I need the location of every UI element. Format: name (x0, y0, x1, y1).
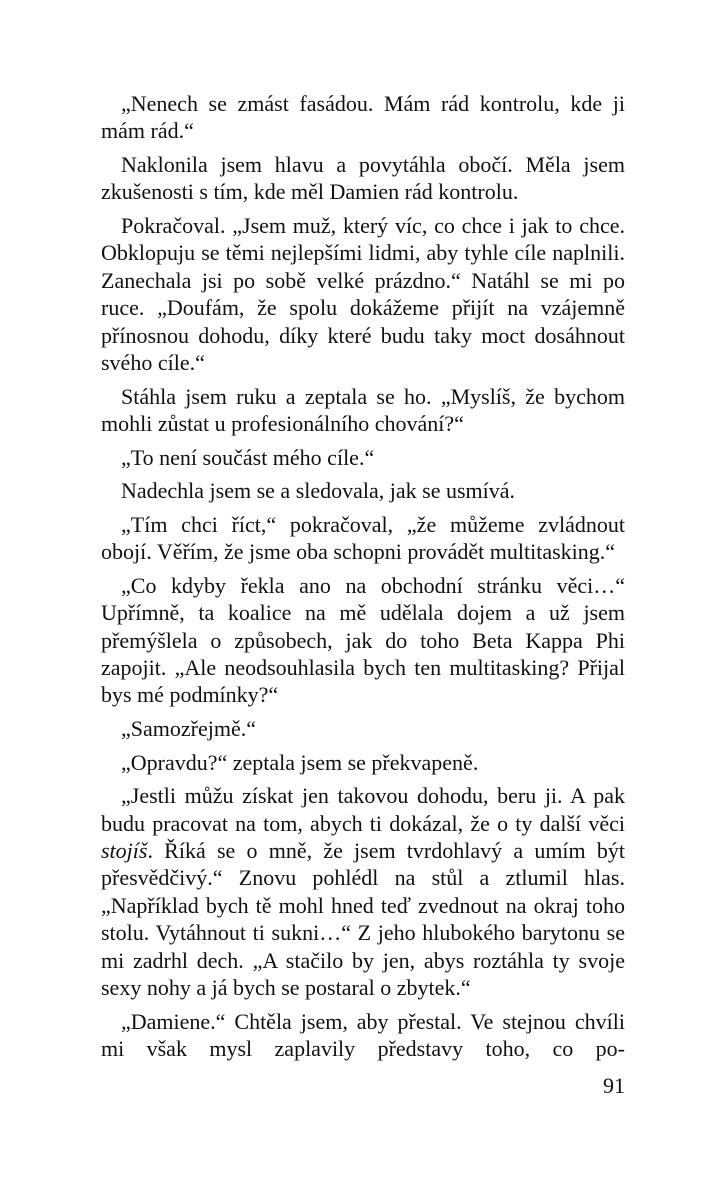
paragraph-1: „Nenech se zmást fasádou. Mám rád kontrolu, kde ji mám rád.“ (101, 91, 625, 144)
paragraph-5: „To není součást mého cíle.“ (121, 444, 375, 470)
paragraph-7: „Tím chci říct,“ pokračoval, „že můžeme zvládnout obojí. Věřím, že jsme oba schopni provádět multitasking.“ (101, 511, 625, 565)
book-page-text (101, 90, 625, 1069)
paragraph-11 (101, 782, 625, 1001)
paragraph-10: „Opravdu?“ zeptala jsem se překvapeně. (121, 749, 479, 775)
paragraph-12: „Damiene.“ Chtěla jsem, aby přestal. Ve stejnou chvíli mi však mysl zaplavily představy toho, co po- (101, 1008, 625, 1062)
paragraph-3: Pokračoval. „Jsem muž, který víc, co chce i jak to chce. Obklopuju se těmi nejlepšími lidmi, aby tyhle cíle naplnili. Zanechala jsi po sobě velké prázdno.“ Natáhl se mi po ruce. „Doufám, že spolu dokážeme přijít na vzájemně přínosnou dohodu, díky které budu taky moct dosáhnout svého cíle.“ (101, 213, 625, 376)
paragraph-2: Naklonila jsem hlavu a povytáhla obočí. Měla jsem zkušenosti s tím, kde měl Damien rád kontrolu. (101, 152, 625, 205)
emphasized-word: stojíš (101, 838, 148, 864)
page-number: 91 (603, 1073, 625, 1098)
paragraph-8: „Co kdyby řekla ano na obchodní stránku věci…“ Upřímně, ta koalice na mě udělala dojem a už jsem přemýšlela o způsobech, jak do toho Beta Kappa Phi zapojit. „Ale neodsouhlasila bych ten multitasking? Přijal bys mé podmínky?“ (101, 572, 625, 708)
paragraph-11-part-1: „Jestli můžu získat jen takovou dohodu, beru ji. A pak budu pracovat na tom, abych ti dokázal, že o ty další věci (101, 783, 625, 836)
paragraph-4: Stáhla jsem ruku a zeptala se ho. „Myslíš, že bychom mohli zůstat u profesionálního chování?“ (101, 383, 625, 437)
paragraph-11-part-2: . Říká se o mně, že jsem tvrdohlavý a umím být přesvědčivý.“ Znovu pohlédl na stůl a ztlumil hlas. „Například bych tě mohl hned teď zvednout na okraj toho stolu. Vytáhnout ti sukni…“ Z jeho hlubokého barytonu se mi zadrhl dech. „A stačilo by jen, abys roztáhla ty svoje sexy nohy a já bych se postaral o zbytek.“ (101, 838, 625, 1001)
paragraph-9: „Samozřejmě.“ (121, 716, 256, 742)
paragraph-6: Nadechla jsem se a sledovala, jak se usmívá. (121, 478, 516, 504)
